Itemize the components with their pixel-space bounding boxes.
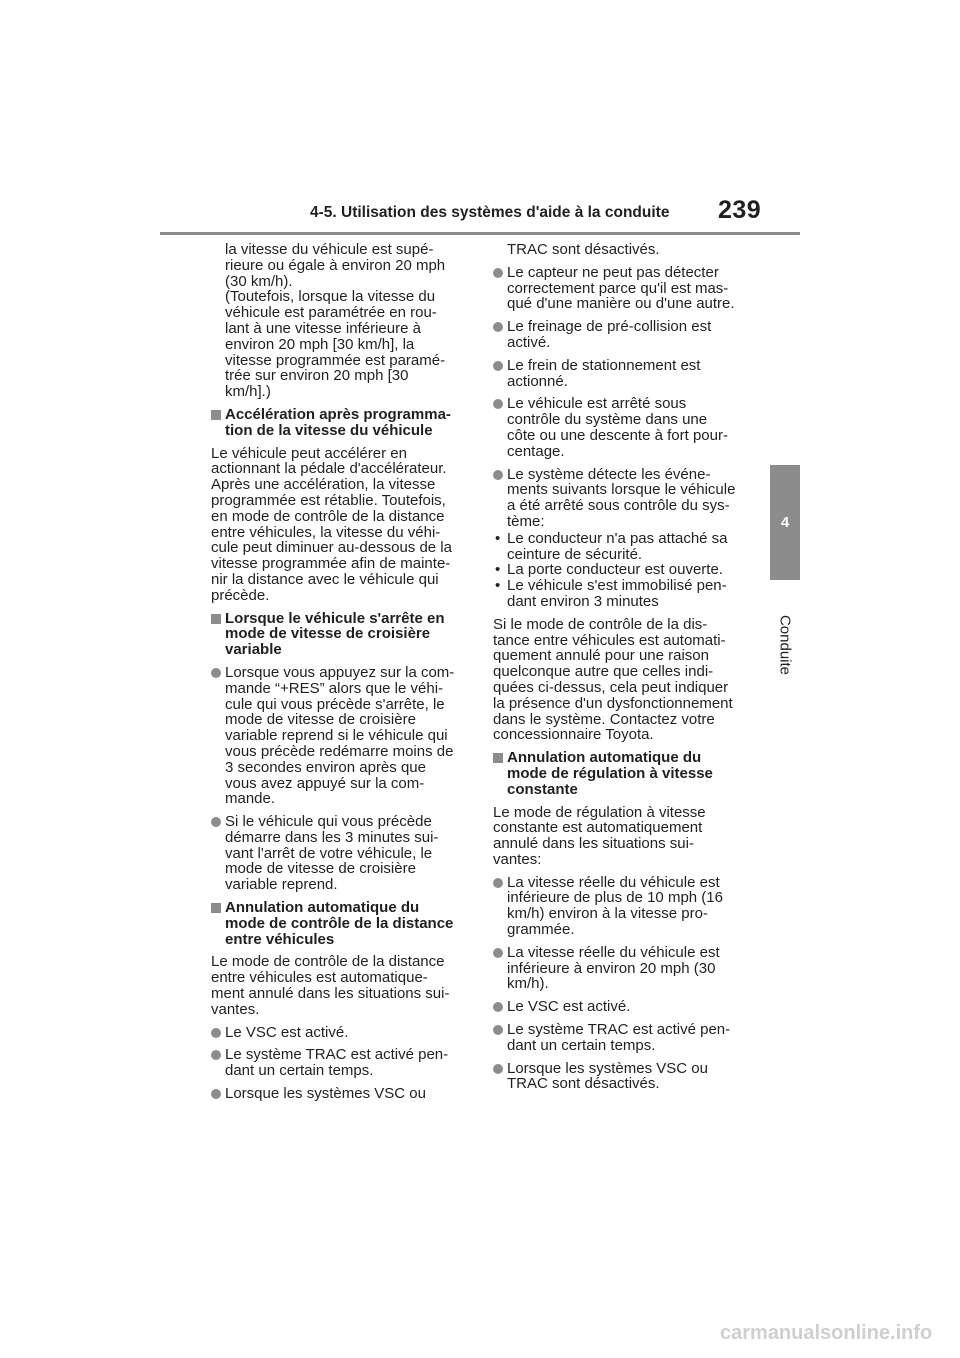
bullet-item: Le VSC est activé. xyxy=(211,1025,467,1041)
section-heading: Lorsque le véhicule s'arrête en mode de vitesse de croisière variable xyxy=(211,611,467,658)
square-bullet-icon xyxy=(211,903,221,913)
chapter-tab: 4 xyxy=(770,465,800,580)
bullet-item: Lorsque vous appuyez sur la com- mande “+RES” alors que le véhi- cule qui vous précède s'arrête, le mode de vitesse de croisière variable reprend si le véhicule qui vous précède redémarre moins de 3 secondes environ après que vous avez appuyé sur la com- mande. xyxy=(211,665,467,807)
round-bullet-icon xyxy=(211,817,221,827)
right-column xyxy=(493,242,749,1099)
continued-text: TRAC sont désactivés. xyxy=(507,241,660,258)
section-heading: Annulation automatique du mode de contrôle de la distance entre véhicules xyxy=(211,900,467,947)
section-heading: Accélération après programma- tion de la vitesse du véhicule xyxy=(211,407,467,439)
square-bullet-icon xyxy=(211,410,221,420)
paragraph: Le mode de régulation à vitesse constante est automatiquement annulé dans les situations sui- vantes: xyxy=(493,803,706,868)
header-rule xyxy=(160,232,800,235)
round-bullet-icon xyxy=(493,322,503,332)
watermark: carmanualsonline.info xyxy=(720,1322,933,1344)
paragraph: Le mode de contrôle de la distance entre véhicules est automatique- ment annulé dans les situations sui- vantes. xyxy=(211,953,450,1018)
round-bullet-icon xyxy=(211,1089,221,1099)
bullet-item: Le système TRAC est activé pen- dant un certain temps. xyxy=(211,1047,467,1079)
bullet-item: Le freinage de pré-collision est activé. xyxy=(493,319,749,351)
sub-list xyxy=(493,531,749,610)
square-bullet-icon xyxy=(211,614,221,624)
bullet-item: La vitesse réelle du véhicule est inférieure de plus de 10 mph (16 km/h) environ à la vitesse pro- grammée. xyxy=(493,875,749,938)
bullet-item: Le VSC est activé. xyxy=(493,999,749,1015)
round-bullet-icon xyxy=(211,1028,221,1038)
paragraph: Si le mode de contrôle de la dis- tance entre véhicules est automati- quement annulé pour une raison quelconque autre que celles indi- quées ci-dessus, cela peut indiquer la présence d'un dysfonctionnement dans le système. Contactez votre concessionnaire Toyota. xyxy=(493,615,733,744)
bullet-item: Le frein de stationnement est actionné. xyxy=(493,358,749,390)
chapter-title: Conduite xyxy=(776,614,794,676)
round-bullet-icon xyxy=(493,1064,503,1074)
round-bullet-icon xyxy=(493,361,503,371)
round-bullet-icon xyxy=(211,1050,221,1060)
section-heading: Annulation automatique du mode de régulation à vitesse constante xyxy=(493,750,749,797)
round-bullet-icon xyxy=(211,668,221,678)
bullet-item: La vitesse réelle du véhicule est inférieure à environ 20 mph (30 km/h). xyxy=(493,945,749,992)
sub-item: • Le véhicule s'est immobilisé pen- dant environ 3 minutes xyxy=(495,577,727,610)
round-bullet-icon xyxy=(493,399,503,409)
section-header: 4-5. Utilisation des systèmes d'aide à la conduite xyxy=(310,204,670,221)
bullet-item: Lorsque les systèmes VSC ou TRAC sont désactivés. xyxy=(493,1061,749,1093)
bullet-item: Le véhicule est arrêté sous contrôle du système dans une côte ou une descente à fort pour- centage. xyxy=(493,396,749,459)
round-bullet-icon xyxy=(493,878,503,888)
bullet-item: Le système TRAC est activé pen- dant un certain temps. xyxy=(493,1022,749,1054)
round-bullet-icon xyxy=(493,1025,503,1035)
sub-item: • Le conducteur n'a pas attaché sa ceinture de sécurité. xyxy=(495,529,728,563)
sub-item: • La porte conducteur est ouverte. xyxy=(495,561,723,579)
round-bullet-icon xyxy=(493,268,503,278)
page-number: 239 xyxy=(718,196,762,224)
paragraph: Le véhicule peut accélérer en actionnant la pédale d'accélérateur. Après une accélération, la vitesse programmée est rétablie. Toutefois, en mode de contrôle de la distance entre véhicules, la vitesse du véhi- cule peut diminuer au-dessous de la vitesse programmée afin de mainte- nir la distance avec le véhicule qui précède. xyxy=(211,444,452,604)
bullet-item: Le capteur ne peut pas détecter correctement parce qu'il est mas- qué d'une manière ou d'une autre. xyxy=(493,265,749,312)
left-column xyxy=(211,242,467,1109)
bullet-item: Le système détecte les événe- ments suivants lorsque le véhicule a été arrêté sous contrôle du sys- tème: xyxy=(493,467,749,530)
continued-text: la vitesse du véhicule est supé- rieure ou égale à environ 20 mph (30 km/h). (Toutefois, lorsque la vitesse du véhicule est paramétrée en rou- lant à une vitesse inférieure à environ 20 mph [30 km/h], la vitesse programmée est paramé- trée sur environ 20 mph [30 km/h].) xyxy=(225,241,446,401)
round-bullet-icon xyxy=(493,470,503,480)
chapter-side-label xyxy=(770,590,800,700)
bullet-item: Si le véhicule qui vous précède démarre dans les 3 minutes sui- vant l'arrêt de votre véhicule, le mode de vitesse de croisière variable reprend. xyxy=(211,814,467,893)
bullet-item: Lorsque les systèmes VSC ou xyxy=(211,1086,467,1102)
round-bullet-icon xyxy=(493,1002,503,1012)
square-bullet-icon xyxy=(493,753,503,763)
round-bullet-icon xyxy=(493,948,503,958)
